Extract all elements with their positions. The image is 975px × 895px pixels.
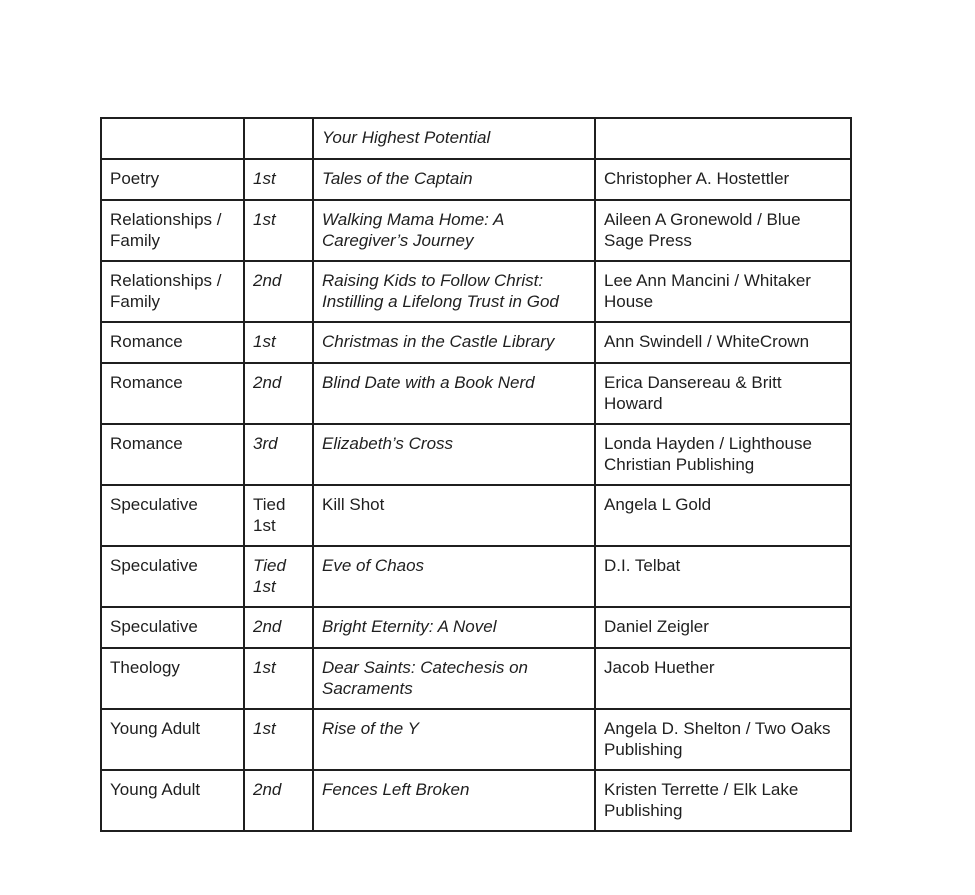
author-cell: Londa Hayden / Lighthouse Christian Publishing <box>595 424 851 485</box>
author-cell: Ann Swindell / WhiteCrown <box>595 322 851 363</box>
table-row <box>101 424 851 485</box>
title-cell: Blind Date with a Book Nerd <box>313 363 595 424</box>
table-row <box>101 709 851 770</box>
category-cell: Speculative <box>101 485 244 546</box>
title-cell: Walking Mama Home: A Caregiver’s Journey <box>313 200 595 261</box>
header-cell-place <box>244 118 313 159</box>
title-cell: Dear Saints: Catechesis on Sacraments <box>313 648 595 709</box>
table-row <box>101 322 851 363</box>
header-cell-title: Your Highest Potential <box>313 118 595 159</box>
category-cell: Young Adult <box>101 709 244 770</box>
author-cell: Jacob Huether <box>595 648 851 709</box>
table-row <box>101 261 851 322</box>
header-cell-author <box>595 118 851 159</box>
title-cell: Raising Kids to Follow Christ: Instilling a Lifelong Trust in God <box>313 261 595 322</box>
category-cell: Romance <box>101 363 244 424</box>
table-row <box>101 770 851 831</box>
author-cell: D.I. Telbat <box>595 546 851 607</box>
place-cell: 1st <box>244 709 313 770</box>
table-row <box>101 363 851 424</box>
category-cell: Speculative <box>101 607 244 648</box>
category-cell: Romance <box>101 322 244 363</box>
title-cell: Rise of the Y <box>313 709 595 770</box>
author-cell: Angela L Gold <box>595 485 851 546</box>
place-cell: 1st <box>244 200 313 261</box>
table-row <box>101 546 851 607</box>
category-cell: Poetry <box>101 159 244 200</box>
title-cell: Eve of Chaos <box>313 546 595 607</box>
category-cell: Relationships / Family <box>101 261 244 322</box>
author-cell: Aileen A Gronewold / Blue Sage Press <box>595 200 851 261</box>
author-cell: Angela D. Shelton / Two Oaks Publishing <box>595 709 851 770</box>
table-row <box>101 485 851 546</box>
author-cell: Christopher A. Hostettler <box>595 159 851 200</box>
awards-table <box>100 117 852 832</box>
table-row <box>101 607 851 648</box>
author-cell: Lee Ann Mancini / Whitaker House <box>595 261 851 322</box>
place-cell: 1st <box>244 159 313 200</box>
category-cell: Speculative <box>101 546 244 607</box>
place-cell: 2nd <box>244 770 313 831</box>
place-cell: Tied 1st <box>244 546 313 607</box>
author-cell: Erica Dansereau & Britt Howard <box>595 363 851 424</box>
title-cell: Kill Shot <box>313 485 595 546</box>
place-cell: Tied 1st <box>244 485 313 546</box>
table-row <box>101 648 851 709</box>
table-header-row <box>101 118 851 159</box>
author-cell: Kristen Terrette / Elk Lake Publishing <box>595 770 851 831</box>
place-cell: 2nd <box>244 607 313 648</box>
header-cell-category <box>101 118 244 159</box>
place-cell: 1st <box>244 648 313 709</box>
category-cell: Young Adult <box>101 770 244 831</box>
title-cell: Elizabeth’s Cross <box>313 424 595 485</box>
title-cell: Tales of the Captain <box>313 159 595 200</box>
category-cell: Relationships / Family <box>101 200 244 261</box>
place-cell: 3rd <box>244 424 313 485</box>
table-row <box>101 200 851 261</box>
category-cell: Theology <box>101 648 244 709</box>
place-cell: 2nd <box>244 363 313 424</box>
place-cell: 1st <box>244 322 313 363</box>
title-cell: Christmas in the Castle Library <box>313 322 595 363</box>
title-cell: Bright Eternity: A Novel <box>313 607 595 648</box>
table-row <box>101 159 851 200</box>
category-cell: Romance <box>101 424 244 485</box>
place-cell: 2nd <box>244 261 313 322</box>
author-cell: Daniel Zeigler <box>595 607 851 648</box>
title-cell: Fences Left Broken <box>313 770 595 831</box>
